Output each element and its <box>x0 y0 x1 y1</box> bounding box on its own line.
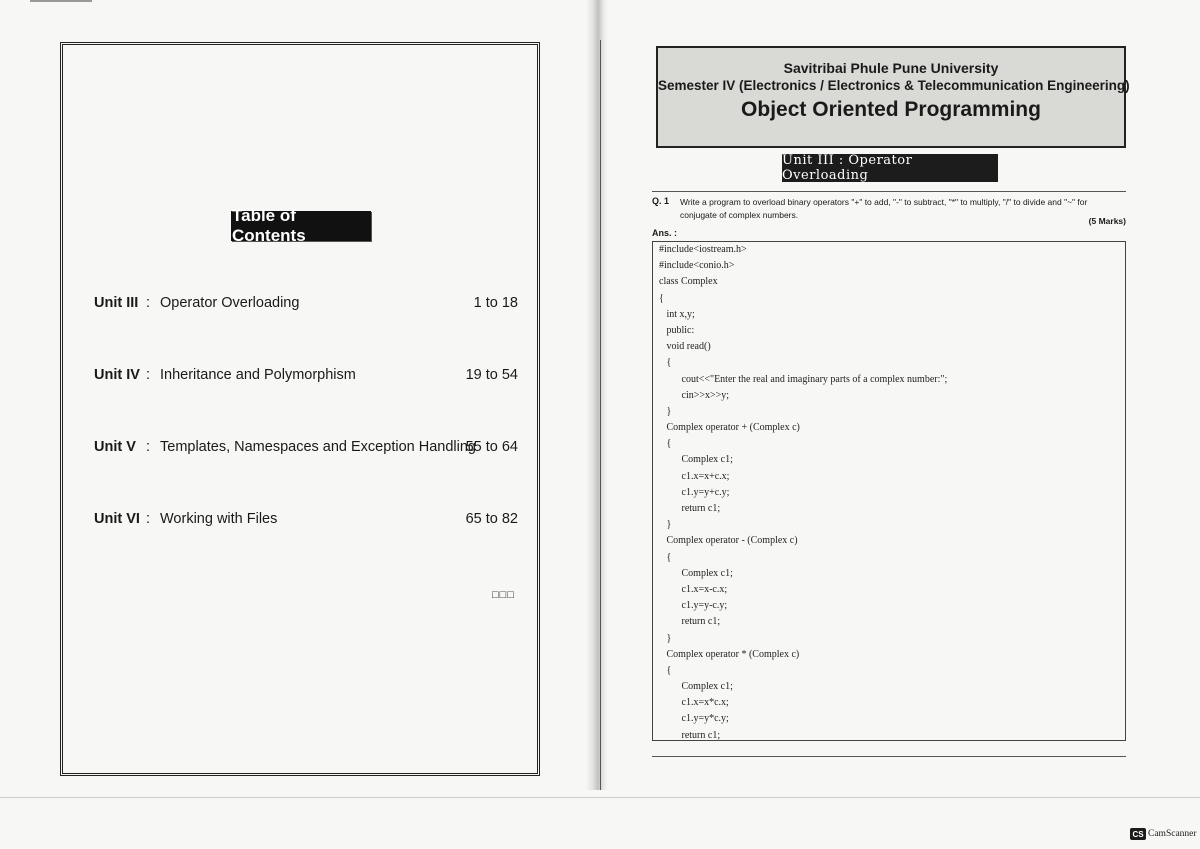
code-line: { <box>659 292 664 304</box>
toc-colon: : <box>146 439 151 455</box>
code-line: c1.y=y-c.y; <box>659 600 728 612</box>
toc-row <box>94 439 518 461</box>
code-line: return c1; <box>659 616 721 628</box>
toc-unit: Unit IV <box>94 367 140 383</box>
page-bottom-edge <box>0 797 1200 798</box>
section-end-mark: □□□ <box>492 589 515 601</box>
code-line: } <box>659 405 672 417</box>
toc-row <box>94 367 518 389</box>
code-line: return c1; <box>659 729 721 741</box>
subject-title: Object Oriented Programming <box>741 98 1041 121</box>
code-line: #include<iostream.h> <box>659 244 747 255</box>
code-line: void read() <box>659 341 711 353</box>
toc-unit: Unit III <box>94 295 139 311</box>
code-line: c1.x=x+c.x; <box>659 470 730 482</box>
code-line: Complex c1; <box>659 567 733 579</box>
question-number: Q. 1 <box>652 196 670 206</box>
toc-topic: Working with Files <box>160 511 278 527</box>
book-spine-line <box>600 40 601 790</box>
code-line: { <box>659 664 672 676</box>
book-spine-shadow <box>586 0 608 790</box>
question-marks: (5 Marks) <box>1088 216 1126 226</box>
toc-colon: : <box>146 367 151 383</box>
toc-row <box>94 295 518 317</box>
toc-row <box>94 511 518 533</box>
unit-banner: Unit III : Operator Overloading <box>782 154 998 182</box>
code-line: } <box>659 632 672 644</box>
code-line: Complex c1; <box>659 454 733 466</box>
toc-unit: Unit VI <box>94 511 140 527</box>
code-line: public: <box>659 324 695 336</box>
code-line: } <box>659 519 672 531</box>
code-line: c1.y=y*c.y; <box>659 713 729 725</box>
code-line: #include<conio.h> <box>659 260 735 272</box>
code-line: return c1; <box>659 503 721 514</box>
toc-pages: 55 to 64 <box>465 439 518 455</box>
toc-frame <box>60 42 540 776</box>
page-footer-rule <box>652 756 1126 757</box>
code-line: class Complex <box>659 276 718 288</box>
toc-pages: 1 to 18 <box>473 295 518 311</box>
camscanner-watermark <box>1130 828 1197 840</box>
code-line: c1.y=y+c.y; <box>659 486 730 498</box>
semester-line: Semester IV (Electronics / Electronics & Telecommunication Engineering) <box>658 78 1130 93</box>
question-rule <box>652 191 1126 192</box>
toc-topic: Inheritance and Polymorphism <box>160 367 356 383</box>
scan-edge-mark <box>30 0 92 2</box>
toc-topic: Operator Overloading <box>160 295 300 311</box>
toc-pages: 65 to 82 <box>465 511 518 527</box>
code-line: Complex c1; <box>659 681 733 693</box>
question-text: Write a program to overload binary operators "+" to add, "-" to subtract, "*" to multiply, "/" to divide and "~" for conjugate of complex numbers. <box>680 197 1088 220</box>
camscanner-label: CamScanner <box>1148 829 1197 839</box>
code-listing <box>652 241 1126 741</box>
answer-label: Ans. : <box>652 228 678 238</box>
code-line: { <box>659 438 672 450</box>
toc-colon: : <box>146 511 151 527</box>
code-line: c1.x=x-c.x; <box>659 583 728 595</box>
code-line: int x,y; <box>659 308 695 320</box>
camscanner-logo-icon: CS <box>1130 828 1146 840</box>
code-line: Complex operator + (Complex c) <box>659 422 800 434</box>
code-line: Complex operator * (Complex c) <box>659 648 800 660</box>
toc-title: Table of Contents <box>231 211 371 241</box>
toc-topic: Templates, Namespaces and Exception Handling <box>160 439 476 455</box>
code-line: { <box>659 551 672 563</box>
code-line: cout<<"Enter the real and imaginary parts of a complex number:"; <box>659 373 948 385</box>
code-line: cin>>x>>y; <box>659 389 730 401</box>
toc-colon: : <box>146 295 151 311</box>
code-line: { <box>659 357 672 369</box>
book-header-box <box>656 46 1130 148</box>
toc-pages: 19 to 54 <box>465 367 518 383</box>
code-line: Complex operator - (Complex c) <box>659 535 798 547</box>
code-line: c1.x=x*c.x; <box>659 697 729 709</box>
toc-unit: Unit V <box>94 439 136 455</box>
university-name: Savitribai Phule Pune University <box>783 60 999 76</box>
